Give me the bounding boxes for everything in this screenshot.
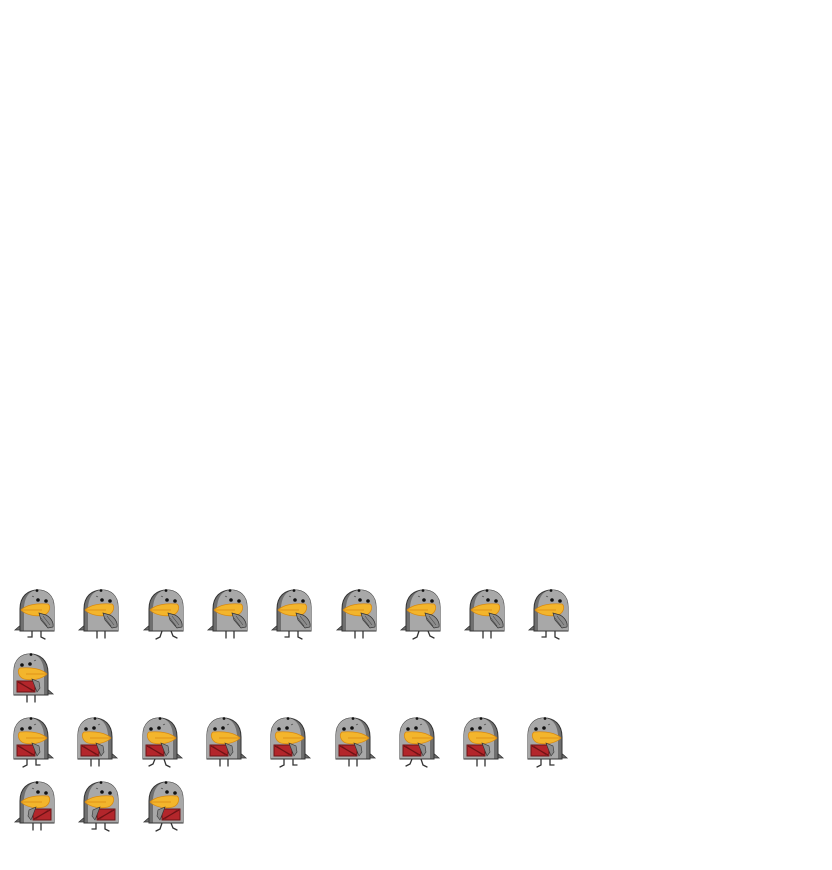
eye <box>301 599 305 603</box>
crest <box>165 589 168 592</box>
eye <box>430 599 434 603</box>
crest <box>30 717 33 720</box>
pigeon <box>144 781 183 831</box>
sprite-frame <box>328 587 384 647</box>
eye <box>494 599 498 603</box>
eye <box>173 791 177 795</box>
eye <box>558 599 562 603</box>
sprite-frame <box>520 715 576 775</box>
eye <box>100 790 104 794</box>
pigeon <box>271 717 310 767</box>
pigeon <box>207 717 246 766</box>
sprite-frame <box>135 715 191 775</box>
sprite-frame <box>392 587 448 647</box>
leg <box>293 759 297 765</box>
crest <box>159 717 162 720</box>
eye <box>44 791 48 795</box>
crest <box>36 781 39 784</box>
eye <box>342 727 346 731</box>
leg <box>149 759 155 766</box>
pigeon <box>79 589 118 638</box>
eye <box>470 727 474 731</box>
eye <box>100 598 104 602</box>
eye <box>84 727 88 731</box>
sprite-frame <box>520 587 576 647</box>
leg <box>413 631 419 639</box>
eye <box>20 727 24 731</box>
eye <box>149 727 153 731</box>
eye <box>229 598 233 602</box>
leg <box>280 759 284 767</box>
leg <box>41 631 45 639</box>
crest <box>100 589 103 592</box>
leg <box>428 631 434 638</box>
leg <box>555 631 559 639</box>
pigeon <box>529 589 568 639</box>
eye <box>92 726 96 730</box>
crest <box>422 589 425 592</box>
leg <box>105 823 109 831</box>
leg <box>36 759 40 765</box>
pigeon <box>336 717 375 766</box>
leg <box>421 759 427 767</box>
eye <box>285 726 289 730</box>
eye <box>358 598 362 602</box>
pigeon <box>15 781 54 830</box>
sprite-frame <box>135 587 191 647</box>
leg <box>171 823 177 830</box>
eye <box>108 791 112 795</box>
eye <box>28 726 32 730</box>
leg <box>28 631 32 637</box>
sprite-frame <box>328 715 384 775</box>
leg <box>23 759 27 767</box>
leg <box>156 823 162 831</box>
crest <box>416 717 419 720</box>
sprite-frame <box>135 779 191 839</box>
eye <box>221 726 225 730</box>
crest <box>36 589 39 592</box>
crest <box>165 781 168 784</box>
eye <box>157 726 161 730</box>
eye <box>165 790 169 794</box>
sprite-frame <box>6 715 62 775</box>
eye <box>108 599 112 603</box>
sprite-frame <box>456 587 512 647</box>
eye <box>36 790 40 794</box>
leg <box>171 631 177 638</box>
crest <box>480 717 483 720</box>
leg <box>156 631 162 639</box>
crest <box>100 781 103 784</box>
leg <box>537 759 541 767</box>
pigeon <box>528 717 567 767</box>
leg <box>164 759 170 767</box>
sprite-frame <box>70 779 126 839</box>
sprite-frame <box>6 651 62 711</box>
leg <box>285 631 289 637</box>
eye <box>213 727 217 731</box>
pigeon <box>143 717 182 767</box>
sprite-frame <box>199 715 255 775</box>
pigeon <box>208 589 247 638</box>
leg <box>298 631 302 639</box>
leg <box>550 759 554 765</box>
sprite-frame <box>456 715 512 775</box>
sprite-frame <box>263 715 319 775</box>
eye <box>277 727 281 731</box>
crest <box>358 589 361 592</box>
sprite-frame <box>6 587 62 647</box>
crest <box>293 589 296 592</box>
eye <box>173 599 177 603</box>
crest <box>229 589 232 592</box>
eye <box>550 598 554 602</box>
pigeon <box>337 589 376 638</box>
eye <box>350 726 354 730</box>
eye <box>542 726 546 730</box>
eye <box>414 726 418 730</box>
crest <box>544 717 547 720</box>
leg <box>406 759 412 766</box>
eye <box>486 598 490 602</box>
eye <box>534 727 538 731</box>
eye <box>478 726 482 730</box>
sprite-frame <box>263 587 319 647</box>
pigeon <box>272 589 311 639</box>
pigeon <box>14 717 53 767</box>
eye <box>28 662 32 666</box>
pigeon <box>401 589 440 639</box>
crest <box>550 589 553 592</box>
eye <box>237 599 241 603</box>
leg <box>542 631 546 637</box>
eye <box>406 727 410 731</box>
sprite-frame <box>199 587 255 647</box>
crest <box>287 717 290 720</box>
eye <box>293 598 297 602</box>
crest <box>30 653 33 656</box>
pigeon <box>464 717 503 766</box>
pigeon <box>79 781 118 831</box>
pigeon <box>15 589 54 639</box>
sprite-frame <box>392 715 448 775</box>
pigeon <box>144 589 183 639</box>
sprite-frame <box>6 779 62 839</box>
crest <box>94 717 97 720</box>
crest <box>486 589 489 592</box>
crest <box>352 717 355 720</box>
eye <box>20 663 24 667</box>
pigeon <box>78 717 117 766</box>
eye <box>422 598 426 602</box>
pigeon <box>400 717 439 767</box>
eye <box>366 599 370 603</box>
pigeon <box>14 653 53 702</box>
eye <box>165 598 169 602</box>
eye <box>36 598 40 602</box>
crest <box>223 717 226 720</box>
pigeon <box>465 589 504 638</box>
sprite-frame <box>70 587 126 647</box>
leg <box>92 823 96 829</box>
eye <box>44 599 48 603</box>
sprite-frame <box>70 715 126 775</box>
